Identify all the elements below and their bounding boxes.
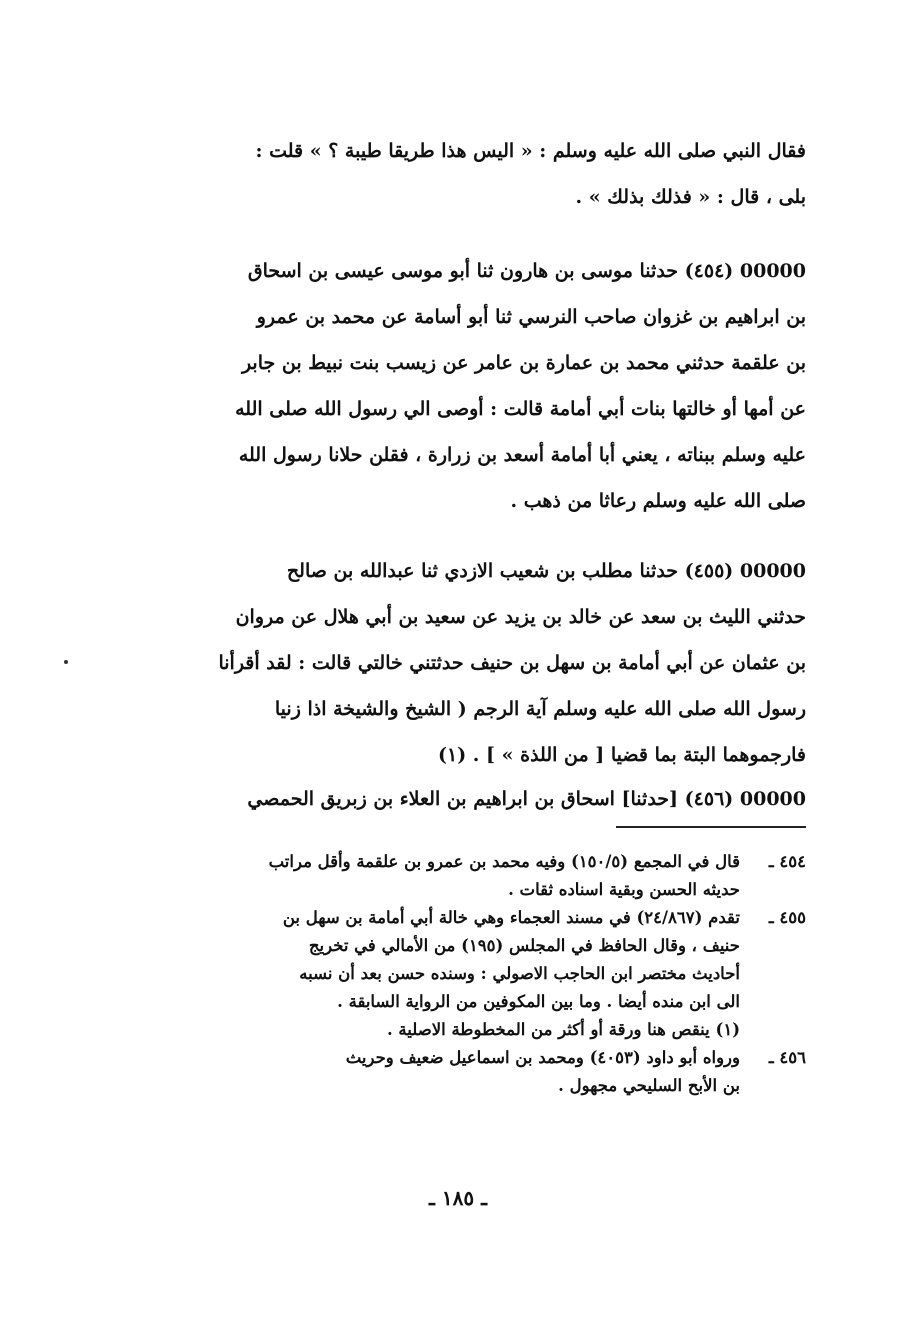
footnote-line: (١) ينقص هنا ورقة أو أكثر من المخطوطة الاصلية . — [386, 1020, 740, 1039]
footnote-separator — [616, 826, 806, 828]
footnotes — [110, 848, 806, 1100]
footnote-456 — [110, 1044, 806, 1100]
text-line: بن علقمة حدثني محمد بن عمارة بن عامر عن زيسب بنت نبيط بن جابر — [241, 352, 806, 374]
page-number: ـ ١٨٥ ـ — [429, 1186, 487, 1210]
text-line: بن ابراهيم بن غزوان صاحب النرسي ثنا أبو أسامة عن محمد بن عمرو — [256, 306, 806, 328]
text-line: صلى الله عليه وسلم رعاثا من ذهب . — [510, 490, 806, 512]
footnote-line: بن الأبح السليحي مجهول . — [558, 1076, 740, 1095]
hadith-454-paragraph — [110, 248, 806, 524]
footnote-body — [110, 1044, 740, 1100]
text-line: عن أمها أو خالتها بنات أبي أمامة قالت : أوصى الي رسول الله صلى الله — [235, 398, 806, 420]
text-line: 00000 (٤٥٦) [حدثنا] اسحاق بن ابراهيم بن العلاء بن زبريق الحمصي — [247, 788, 806, 810]
footnote-number: ٤٥٦ ـ — [768, 1048, 806, 1067]
footnote-body — [110, 904, 740, 1044]
hadith-455-paragraph — [110, 548, 806, 778]
text-line: 00000 (٤٥٥) حدثنا مطلب بن شعيب الازدي ثنا عبدالله بن صالح — [286, 560, 806, 582]
footnote-line: قال في المجمع (١٥٠/٥) وفيه محمد بن عمرو بن علقمة وأقل مراتب — [268, 852, 740, 871]
intro-paragraph — [110, 128, 806, 220]
text-line: 00000 (٤٥٤) حدثنا موسى بن هارون ثنا أبو موسى عيسى بن اسحاق — [247, 260, 806, 282]
text-line: رسول الله صلى الله عليه وسلم آية الرجم ( الشيخ والشيخة اذا زنيا — [274, 698, 806, 720]
footnote-454 — [110, 848, 806, 904]
footnote-line: حديثه الحسن وبقية اسناده ثقات . — [508, 880, 740, 899]
footnote-line: أحاديث مختصر ابن الحاجب الاصولي : وسنده حسن بعد أن نسبه — [299, 964, 740, 983]
footnote-number: ٤٥٥ ـ — [768, 908, 806, 927]
text-line: بلى ، قال : « فذلك بذلك » . — [575, 186, 806, 208]
text-line: بن عثمان عن أبي أمامة بن سهل بن حنيف حدثتني خالتي قالت : لقد أقرأنا — [218, 652, 806, 674]
footnote-line: ورواه أبو داود (٤٠٥٣) ومحمد بن اسماعيل ضعيف وحريث — [345, 1048, 740, 1067]
footnote-455 — [110, 904, 806, 1044]
text-line: فارجموهما البتة بما قضيا [ من اللذة » ] . (١) — [437, 744, 806, 766]
text-line: حدثني الليث بن سعد عن خالد بن يزيد عن سعيد بن أبي هلال عن مروان — [235, 606, 806, 628]
text-line: فقال النبي صلى الله عليه وسلم : « اليس هذا طريقا طيبة ؟ » قلت : — [255, 140, 806, 162]
hadith-456-paragraph — [110, 776, 806, 822]
text-line: عليه وسلم ببناته ، يعني أبا أمامة أسعد بن زرارة ، فقلن حلانا رسول الله — [238, 444, 806, 466]
footnote-line: حنيف ، وقال الحافظ في المجلس (١٩٥) من الأمالي في تخريج — [308, 936, 740, 955]
scan-speck — [64, 660, 68, 664]
footnote-number: ٤٥٤ ـ — [768, 852, 806, 871]
footnote-body — [110, 848, 740, 904]
footnote-line: تقدم (٢٤/٨٦٧) في مسند العجماء وهي خالة أبي أمامة بن سهل بن — [282, 908, 740, 927]
footnote-line: الى ابن منده أيضا . وما بين المكوفين من الرواية السابقة . — [337, 992, 740, 1011]
